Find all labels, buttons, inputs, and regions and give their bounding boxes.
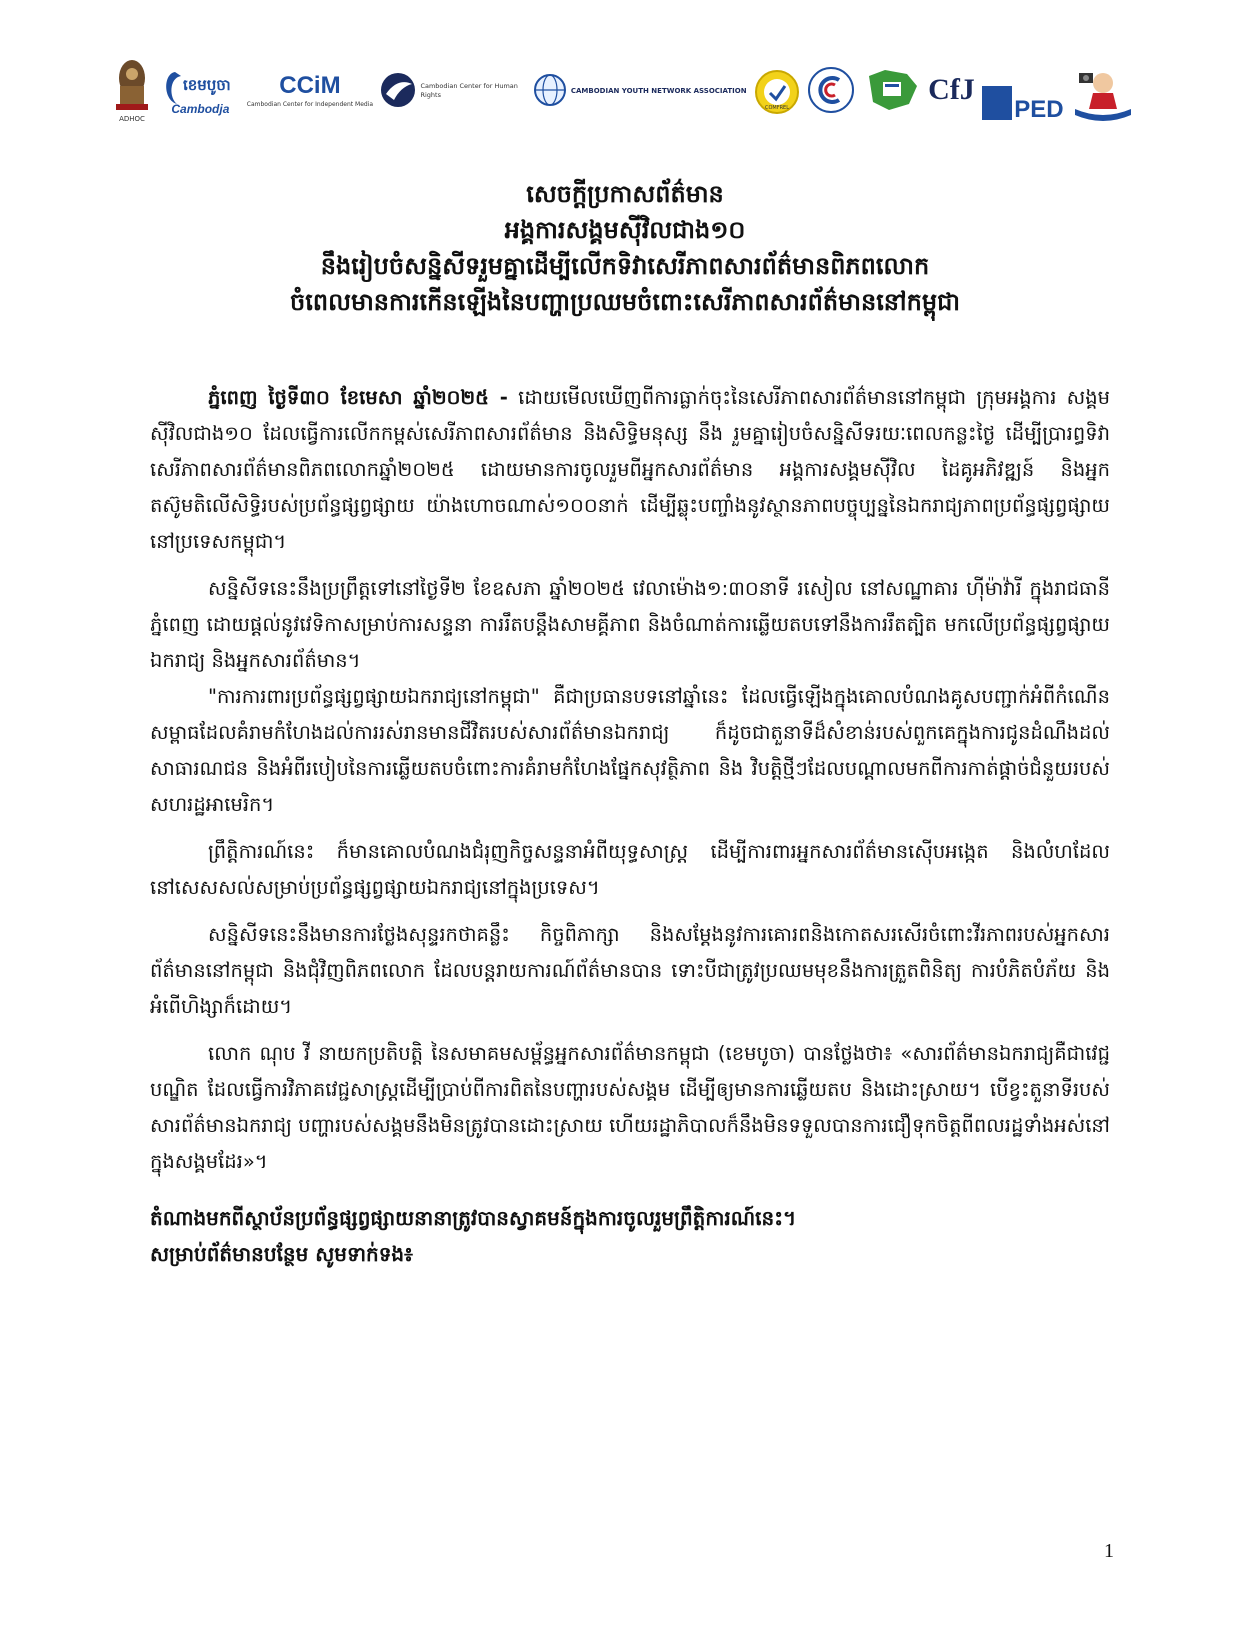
paragraph-5: សន្និសីទនេះនឹងមានការថ្លែងសុន្ទរកថាគន្លឹះ កិច្ចពិភាក្សា និងសម្តែងនូវការគោរពនិងកោតសរសើរចំពោះវីរភាពរបស់អ្នកសារព័ត៌មាននៅកម្ពុជា និងជុំវិញពិភពលោក ដែលបន្តរាយការណ៍ព័ត៌មានបាន ទោះបីជាត្រូវប្រឈមមុខនឹងការត្រួតពិនិត្យ ការបំភិតបំភ័យ និងអំពើហិង្សាក៏ដោយ។ (150, 923, 1110, 1018)
cambodja-logo (161, 56, 239, 124)
cfj-text: CfJ (928, 73, 975, 106)
title-line-3: នឹងរៀបចំសន្និសីទរួមគ្នាដើម្បីលើកទិវាសេរីភាពសារព័ត៌មានពិភពលោក (320, 252, 930, 280)
closing-line-2: សម្រាប់ព័ត៌មានបន្ថែម សូមទាក់ទង៖ (150, 1242, 413, 1266)
ped-text: PED (1014, 96, 1064, 123)
title-line-4: ចំពេលមានការកើនឡើងនៃបញ្ហាប្រឈមចំពោះសេរីភាពសារព័ត៌មាននៅកម្ពុជា (290, 288, 960, 316)
title-line-2: អង្គការសង្គមស៊ីវិលជាង១០ (504, 216, 746, 244)
paragraph-2: សន្និសីទនេះនឹងប្រព្រឹត្តទៅនៅថ្ងៃទី២ ខែឧសភា ឆ្នាំ២០២៥ វេលាម៉ោង១:៣០នាទី រសៀល នៅសណ្ឋាគារ ហ៊ីម៉ាវ៉ារី ក្នុងរាជធានីភ្នំពេញ ដោយផ្តល់នូវវេទិកាសម្រាប់ការសន្ទនា ការរឹតបន្តឹងសាមគ្គីភាព និងចំណាត់ការឆ្លើយតបទៅនឹងការរឹតត្បិត មកលើប្រព័ន្ធផ្សព្វផ្សាយឯករាជ្យ និងអ្នកសារព័ត៌មាន។ (150, 577, 1110, 672)
adhoc-logo (110, 56, 154, 124)
cambodja-text: Cambodja (171, 102, 230, 116)
paragraph-1-text: ដោយមើលឃើញពីការធ្លាក់ចុះនៃសេរីភាពសារព័ត៌មាននៅកម្ពុជា ក្រុមអង្គការ សង្គមស៊ីវិលជាង១០ ដែលធ្វើការលើកកម្ពស់សេរីភាពសារព័ត៌មាន និងសិទ្ធិមនុស្ស នឹង រួមគ្នារៀបចំសន្និសីទរយៈពេលកន្លះថ្ងៃ ដើម្បីប្រារព្ធទិវាសេរីភាពសារព័ត៌មានពិភពលោកឆ្នាំ២០២៥ ដោយមានការចូលរួមពីអ្នកសារព័ត៌មាន អង្គការសង្គមស៊ីវិល ដៃគូអភិវឌ្ឍន៍ និងអ្នកតស៊ូមតិលើសិទ្ធិរបស់ប្រព័ន្ធផ្សព្វផ្សាយ យ៉ាងហោចណាស់១០០នាក់ ដើម្បីឆ្លុះបញ្ចាំងនូវស្ថានភាពបច្ចុប្បន្ននៃឯករាជ្យភាពប្រព័ន្ធផ្សព្វផ្សាយនៅប្រទេសកម្ពុជា។ (150, 386, 1110, 553)
ccim-text: CCiM (279, 72, 341, 99)
dateline: ភ្នំពេញ ថ្ងៃទី៣០ ខែមេសា ឆ្នាំ២០២៥ - (208, 386, 508, 409)
page-number: 1 (1104, 1540, 1114, 1562)
press-release-body (150, 380, 1110, 1272)
cchr-caption: Cambodian Center for Human Rights (420, 81, 518, 99)
ccim-caption: Cambodian Center for Independent Media (246, 101, 374, 108)
ped-logo (982, 56, 1063, 124)
cyn-logo (533, 56, 747, 124)
cchr-logo (380, 56, 525, 124)
closing-line-1: តំណាងមកពីស្ថាប័នប្រព័ន្ធផ្សព្វផ្សាយនានាត្រូវបានស្វាគមន៍ក្នុងការចូលរួមព្រឹត្តិការណ៍នេះ។ (150, 1206, 797, 1230)
svg-text:ខេមបូចា: ខេមបូចា (183, 76, 231, 94)
cc-circle-logo (807, 56, 855, 124)
ccim-logo (247, 56, 373, 124)
paragraph-3: "ការការពារប្រព័ន្ធផ្សព្វផ្សាយឯករាជ្យនៅកម្ពុជា" គឺជាប្រធានបទនៅឆ្នាំនេះ ដែលធ្វើឡើងក្នុងគោលបំណងគូសបញ្ជាក់អំពីកំណើនសម្ពាធដែលគំរាមកំហែងដល់ការរស់រានមានជីវិតរបស់សារព័ត៌មានឯករាជ្យ ក៏ដូចជាតួនាទីដ៏សំខាន់របស់ពួកគេក្នុងការជូនដំណឹងដល់សាធារណជន និងអំពីរបៀបនៃការឆ្លើយតបចំពោះការគំរាមកំហែងផ្នែកសុវត្ថិភាព និង វិបត្តិថ្មីៗដែលបណ្តាលមកពីការកាត់ផ្តាច់ជំនួយរបស់សហរដ្ឋអាមេរិក។ (150, 685, 1110, 816)
cfj-logo (928, 56, 975, 124)
cyn-caption: CAMBODIAN YOUTH NETWORK ASSOCIATION (570, 86, 747, 95)
journalist-logo (1071, 56, 1135, 124)
comfrel-logo (754, 56, 800, 124)
paragraph-4: ព្រឹត្តិការណ៍នេះ ក៏មានគោលបំណងជំរុញកិច្ចសន្ទនាអំពីយុទ្ធសាស្ត្រ ដើម្បីការពារអ្នកសារព័ត៌មានស៊ើបអង្កេត និងលំហដែលនៅសេសសល់សម្រាប់ប្រព័ន្ធផ្សព្វផ្សាយឯករាជ្យនៅក្នុងប្រទេស។ (150, 840, 1110, 899)
cchr-bird-icon (380, 72, 416, 108)
globe-icon (533, 73, 567, 107)
closing-note (150, 1200, 1110, 1272)
partner-logos (110, 55, 1135, 125)
title-line-1: សេចក្តីប្រកាសព័ត៌មាន (526, 180, 724, 208)
paragraph-6: លោក ណុប វី នាយកប្រតិបត្តិ នៃសមាគមសម្ព័ន្ធអ្នកសារព័ត៌មានកម្ពុជា (ខេមបូចា) បានថ្លែងថា៖ «សារព័ត៌មានឯករាជ្យគឺជាវេជ្ជបណ្ឌិត ដែលធ្វើការវិភាគវេជ្ជសាស្ត្រដើម្បីប្រាប់ពីការពិតនៃបញ្ហារបស់សង្គម ដើម្បីឲ្យមានការឆ្លើយតប និងដោះស្រាយ។ បើខ្វះតួនាទីរបស់សារព័ត៌មានឯករាជ្យ បញ្ហារបស់សង្គមនឹងមិនត្រូវបានដោះស្រាយ ហើយរដ្ឋាភិបាលក៏នឹងមិនទទួលបានការជឿទុកចិត្តពីពលរដ្ឋទាំងអស់នៅក្នុងសង្គមដែរ»។ (150, 1042, 1110, 1173)
adhoc-caption: ADHOC (119, 114, 145, 123)
press-release-title (0, 176, 1250, 320)
comfrel-caption: COMFREL (764, 105, 789, 111)
map-logo (863, 56, 921, 124)
paragraph-1 (150, 380, 1110, 560)
